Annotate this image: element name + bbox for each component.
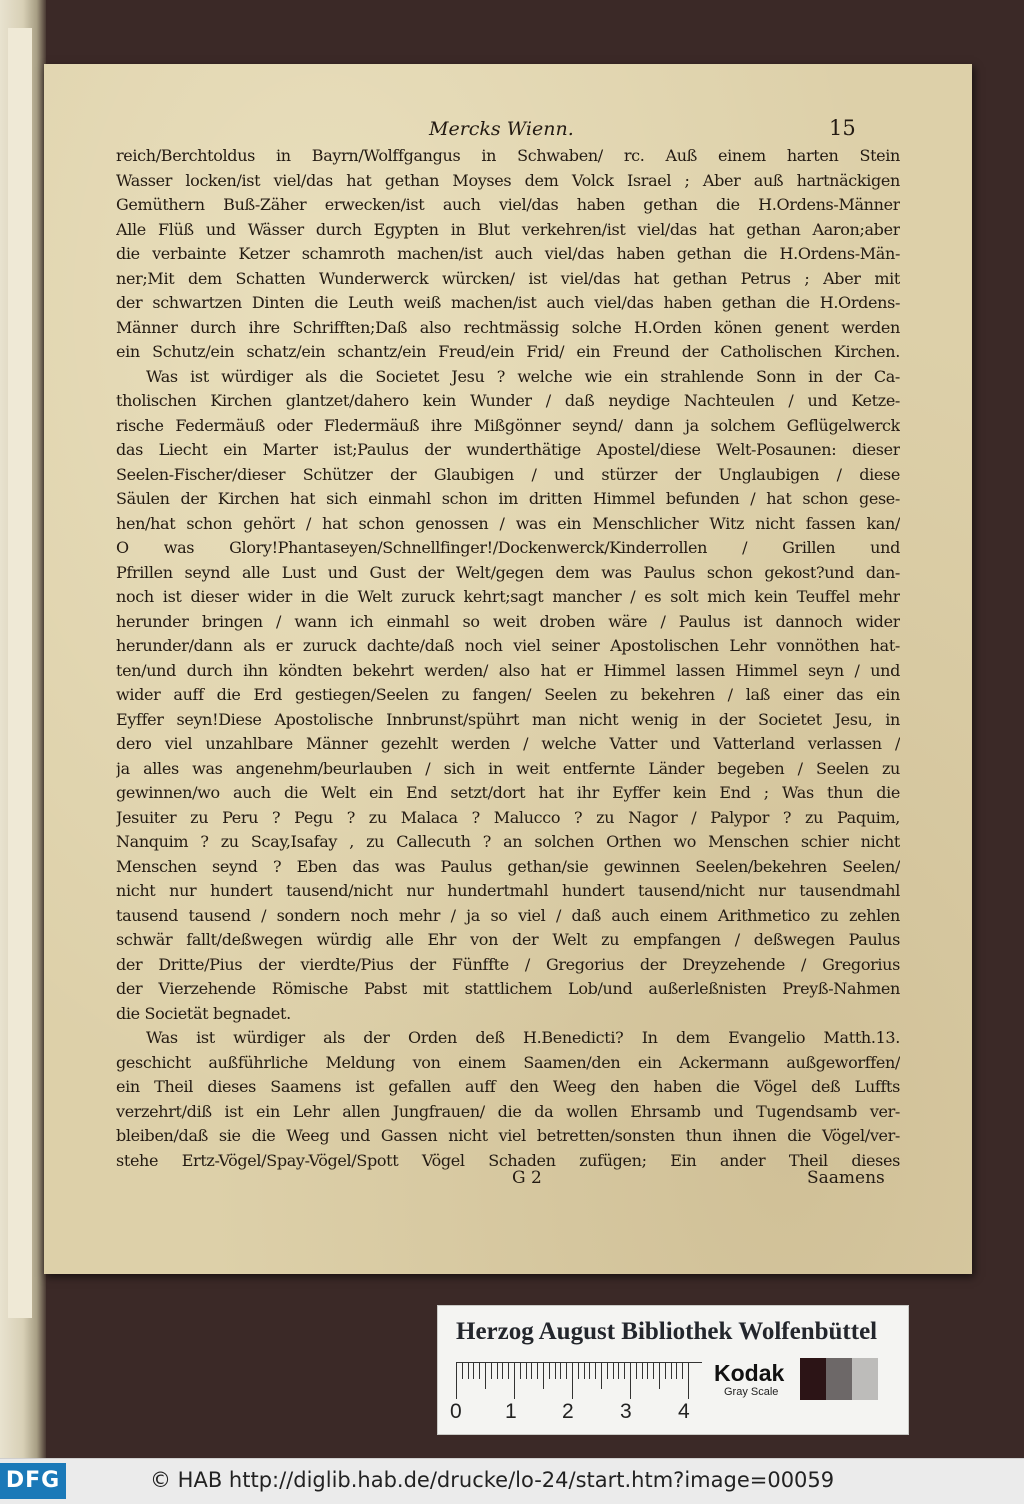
ruler-tick: [636, 1363, 637, 1379]
text-line: Eyffer seyn!Diese Apostolische Innbrunst/spührt man nicht wenig in der Societet Jesu, in: [116, 709, 900, 729]
text-line: Seelen-Fischer/dieser Schützer der Glaubigen / und stürzer der Unglaubigen / diese: [116, 464, 900, 484]
ruler-tick: [502, 1363, 503, 1379]
ruler-tick: [549, 1363, 550, 1379]
text-line: herunder/dann als er zuruck dachte/daß noch viel seiner Apostolischen Lehr vonnöthen hat-: [116, 636, 900, 655]
text-line: Alle Flüß und Wässer durch Egypten in Blut verkehren/ist viel/das hat gethan Aaron;aber: [116, 219, 900, 239]
page-header: [44, 118, 972, 142]
ruler-tick: [601, 1363, 602, 1389]
ruler-tick: [671, 1363, 672, 1379]
text-line: ten/und durch ihn köndten bekehrt werden/ also hat er Himmel lassen Himmel seyn / und: [116, 660, 900, 680]
text-line: noch ist dieser wider in die Welt zuruck kehrt;sagt mancher / es solt mich kein Teuffel mehr: [116, 587, 900, 606]
ruler-tick: [659, 1363, 660, 1389]
ruler-tick: [653, 1363, 654, 1379]
catchword: Saamens: [807, 1168, 885, 1188]
text-line: geschicht außführliche Meldung von einem Saamen/den ein Ackermann außgeworffen/: [116, 1052, 900, 1072]
text-line: tholischen Kirchen glantzet/dahero kein Wunder / daß neydige Nachteulen / und Ketze-: [116, 391, 900, 410]
ruler-tick: [468, 1363, 469, 1379]
text-line: ein Schutz/ein schatz/ein schantz/ein Freud/ein Frid/ ein Freund der Catholischen Kirchen.: [116, 342, 900, 361]
ruler-number: 4: [678, 1400, 690, 1423]
ruler-tick: [520, 1363, 521, 1379]
text-line: Pfrillen seynd alle Lust und Gust der Welt/gegen dem was Paulus schon gekost?und dan-: [116, 562, 900, 582]
text-line: der schwartzen Dinten die Leuth weiß machen/ist auch viel/das haben gethan die H.Ordens-: [116, 293, 900, 312]
text-line: tausend tausend / sondern noch mehr / ja so viel / daß auch einem Arithmetico zu zehlen: [116, 905, 900, 925]
text-line: Wasser locken/ist viel/das hat gethan Moyses dem Volck Israel ; Aber auß hartnäckigen: [116, 170, 900, 190]
text-line: Menschen seynd ? Eben das was Paulus gethan/sie gewinnen Seelen/bekehren Seelen/: [116, 856, 900, 876]
text-line: dero viel unzahlbare Männer gezehlt werden / welche Vatter und Vatterland verlassen /: [116, 734, 900, 753]
scale-ruler: [456, 1362, 702, 1401]
ruler-tick: [526, 1363, 527, 1379]
signature-mark: G 2: [512, 1168, 542, 1188]
ruler-tick: [688, 1363, 689, 1399]
ruler-tick: [584, 1363, 585, 1379]
text-line: die verbainte Ketzer schamroth machen/ist auch viel/das haben gethan die H.Ordens-Män-: [116, 244, 900, 263]
text-line: rische Federmäuß oder Fledermäuß ihre Mißgönner seynd/ dann ja solchem Geflügelwerck: [116, 415, 900, 435]
ruler-tick: [595, 1363, 596, 1379]
ruler-tick: [572, 1363, 573, 1399]
ruler-tick: [537, 1363, 538, 1379]
dfg-logo: DFG: [0, 1463, 66, 1499]
gray-swatch-light: [852, 1358, 878, 1400]
ruler-tick: [578, 1363, 579, 1379]
gray-swatch-black: [800, 1358, 826, 1400]
text-line: gewinnen/wo auch die Welt ein End setzt/dort hat ihr Eyffer kein End ; Was thun die: [116, 783, 900, 802]
library-name: Herzog August Bibliothek Wolfenbüttel: [456, 1318, 878, 1345]
ruler-tick: [642, 1363, 643, 1379]
text-line: wider auff die Erd gestiegen/Seelen zu fangen/ Seelen zu bekehren / laß einer das ein: [116, 685, 900, 704]
text-line: das Liecht ein Marter ist;Paulus der wunderthätige Apostel/diese Welt-Posaunen: dieser: [116, 440, 900, 459]
viewer-footer: [0, 1458, 1024, 1504]
ruler-tick: [514, 1363, 515, 1399]
ruler-tick: [479, 1363, 480, 1379]
kodak-logo: Kodak: [714, 1360, 785, 1386]
ruler-tick: [589, 1363, 590, 1379]
ruler-tick: [462, 1363, 463, 1379]
text-line: bleiben/daß sie die Weeg und Gassen nicht viel betretten/sonsten thun ihnen die Vögel/ver-: [116, 1126, 900, 1145]
text-line: nicht nur hundert tausend/nicht nur hundertmahl hundert tausend/nicht nur tausendmahl: [116, 881, 900, 900]
ruler-numbers: [450, 1400, 710, 1424]
text-line: ner;Mit dem Schatten Wunderwerck würcken/ ist viel/das hat gethan Petrus ; Aber mit: [116, 268, 900, 288]
text-line: verzehrt/diß ist ein Lehr allen Jungfrauen/ die da wollen Ehrsamb und Tugendsamb ver-: [116, 1101, 900, 1121]
running-head: Mercks Wienn.: [429, 118, 574, 140]
text-line: Was ist würdiger als die Societet Jesu ? welche wie ein strahlende Sonn in der Ca-: [146, 366, 900, 386]
ruler-tick: [497, 1363, 498, 1379]
copyright-url: © HAB http://diglib.hab.de/drucke/lo-24/start.htm?image=00059: [150, 1468, 835, 1492]
body-text: [116, 144, 900, 1173]
ruler-tick: [676, 1363, 677, 1379]
ruler-tick: [560, 1363, 561, 1379]
ruler-tick: [531, 1363, 532, 1379]
ruler-number: 1: [505, 1400, 517, 1423]
text-line: Jesuiter zu Peru ? Pegu ? zu Malaca ? Malucco ? zu Nagor / Palypor ? zu Paquim,: [116, 807, 900, 827]
page-number: 15: [829, 116, 856, 140]
ruler-tick: [624, 1363, 625, 1379]
text-line: der Vierzehende Römische Pabst mit stattlichem Lob/und außerleßnisten Preyß-Nahmen: [116, 979, 900, 998]
text-line: die Societät begnadet.: [116, 1003, 291, 1023]
ruler-number: 2: [562, 1400, 574, 1423]
library-color-card: [437, 1305, 909, 1435]
ruler-tick: [485, 1363, 486, 1389]
ruler-tick: [508, 1363, 509, 1379]
previous-page-paper: [8, 28, 33, 1318]
ruler-tick: [618, 1363, 619, 1379]
gray-scale-caption: Gray Scale: [724, 1386, 779, 1398]
text-line: O was Glory!Phantaseyen/Schnellfinger!/Dockenwerck/Kinderrollen / Grillen und: [116, 538, 900, 557]
ruler-number: 3: [620, 1400, 632, 1423]
ruler-tick: [473, 1363, 474, 1379]
ruler-tick: [456, 1363, 457, 1399]
text-line: stehe Ertz-Vögel/Spay-Vögel/Spott Vögel Schaden zufügen; Ein ander Theil dieses: [116, 1150, 900, 1170]
page-footer: [44, 1168, 972, 1194]
ruler-tick: [607, 1363, 608, 1379]
text-line: ein Theil dieses Saamens ist gefallen auff den Weeg den haben die Vögel deß Luffts: [116, 1077, 900, 1096]
text-line: ja alles was angenehm/beurlauben / sich in weit entfernte Länder begeben / Seelen zu: [116, 758, 900, 778]
ruler-number: 0: [450, 1400, 462, 1423]
text-line: hen/hat schon gehört / hat schon genossen / was ein Menschlicher Witz nicht fassen kan/: [116, 513, 900, 533]
ruler-tick: [491, 1363, 492, 1379]
gray-swatch-dark: [826, 1358, 852, 1400]
text-line: Männer durch ihre Schrifften;Daß also rechtmässig solche H.Orden könen genent werden: [116, 317, 900, 337]
previous-page-edge: [0, 0, 46, 1458]
book-page: [44, 64, 972, 1274]
ruler-tick: [630, 1363, 631, 1399]
ruler-tick: [665, 1363, 666, 1379]
ruler-tick: [647, 1363, 648, 1379]
text-line: Nanquim ? zu Scay,Isafay , zu Callecuth ? an solchen Orthen wo Menschen schier nicht: [116, 832, 900, 851]
text-line: herunder bringen / wann ich einmahl so weit droben wäre / Paulus ist dannoch wider: [116, 611, 900, 631]
ruler-tick: [543, 1363, 544, 1389]
ruler-tick: [682, 1363, 683, 1379]
ruler-tick: [566, 1363, 567, 1379]
ruler-tick: [555, 1363, 556, 1379]
text-line: Säulen der Kirchen hat sich einmahl schon im dritten Himmel befunden / hat schon gese-: [116, 489, 900, 508]
text-line: schwär fallt/deßwegen würdig alle Ehr von der Welt zu empfangen / deßwegen Paulus: [116, 930, 900, 949]
text-line: reich/Berchtoldus in Bayrn/Wolffgangus in Schwaben/ rc. Auß einem harten Stein: [116, 146, 900, 165]
text-line: Was ist würdiger als der Orden deß H.Benedicti? In dem Evangelio Matth.13.: [146, 1028, 900, 1047]
ruler-tick: [613, 1363, 614, 1379]
text-line: Gemüthern Buß-Zäher erwecken/ist auch viel/das haben gethan die H.Ordens-Männer: [116, 195, 900, 214]
text-line: der Dritte/Pius der vierdte/Pius der Fünffte / Gregorius der Dreyzehende / Gregorius: [116, 954, 900, 974]
